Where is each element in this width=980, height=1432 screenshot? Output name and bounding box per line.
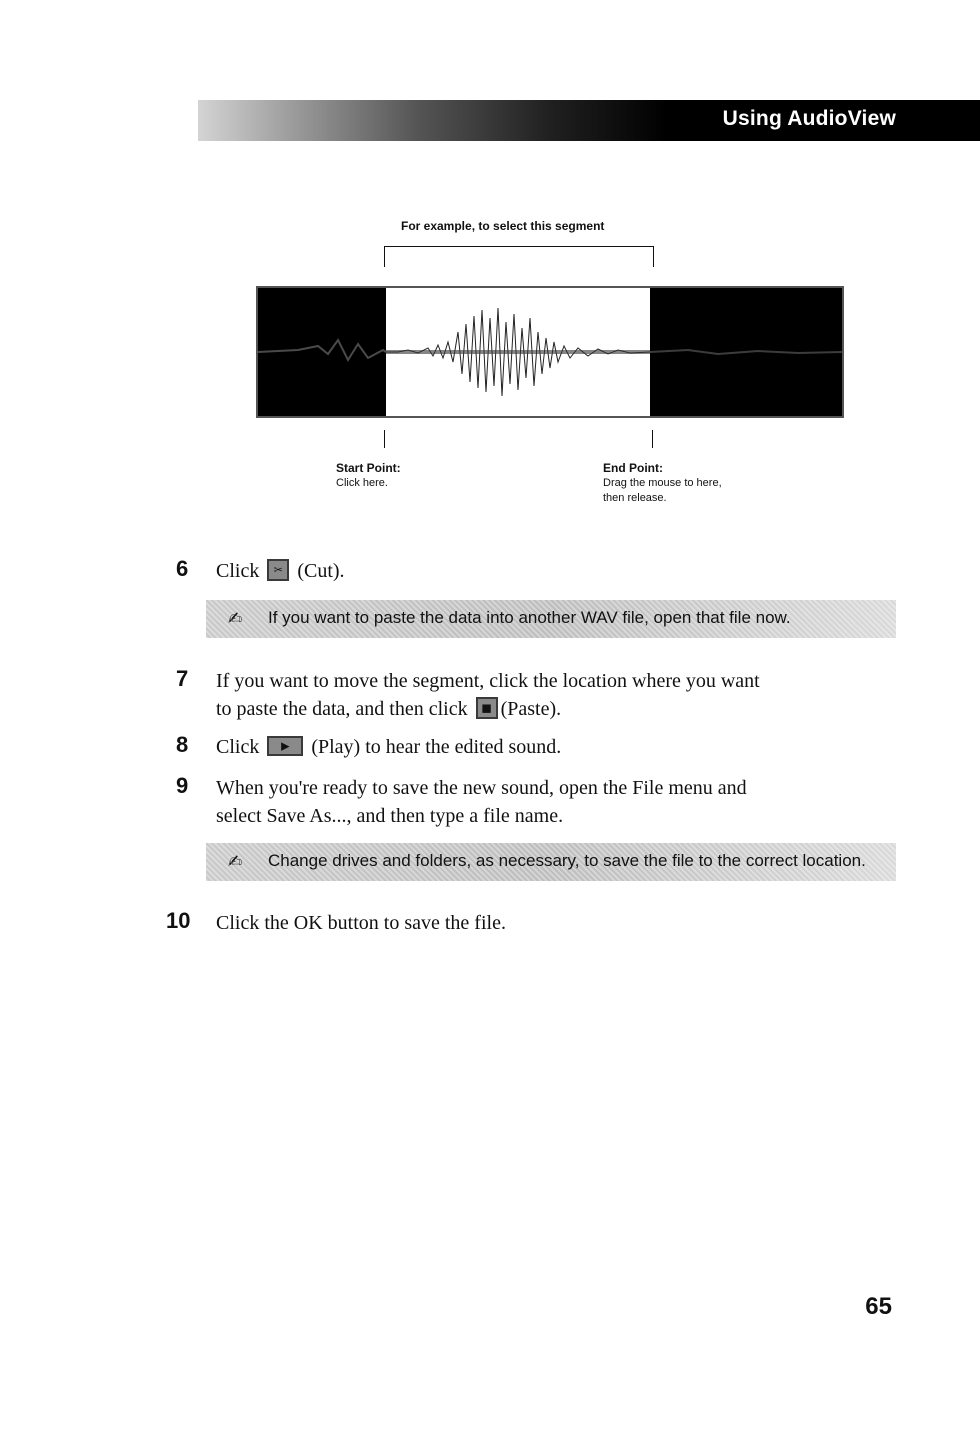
step-6-pre: Click <box>216 560 260 582</box>
step-8-pre: Click <box>216 736 260 758</box>
step-8-text <box>216 733 896 761</box>
note-2-text: Change drives and folders, as necessary, to save the file to the correct location. <box>268 851 866 870</box>
header-bar <box>198 100 980 141</box>
step-number-7: 7 <box>176 666 189 691</box>
end-point-desc-2: then release. <box>603 492 667 504</box>
note-box-2 <box>206 843 896 881</box>
cut-icon: ✂ <box>267 559 289 581</box>
note-pen-icon: ✍ <box>228 609 243 629</box>
start-marker <box>384 430 385 448</box>
step-7-line-2-post: (Paste). <box>500 698 562 720</box>
step-number-6: 6 <box>176 556 189 581</box>
step-number-9: 9 <box>176 773 189 798</box>
note-pen-icon: ✍ <box>228 852 243 872</box>
step-6-post: (Cut). <box>297 560 345 582</box>
note-1-text: If you want to paste the data into another WAV file, open that file now. <box>268 608 791 627</box>
start-point-title: Start Point: <box>336 461 401 475</box>
paste-icon: ■ <box>476 697 498 719</box>
note-box-1 <box>206 600 896 638</box>
header-title: Using AudioView <box>722 107 896 130</box>
step-9-text <box>216 774 896 830</box>
play-icon: ▶ <box>267 736 303 756</box>
end-marker <box>652 430 653 448</box>
step-number-8: 8 <box>176 732 189 757</box>
end-point-title: End Point: <box>603 461 663 475</box>
step-9-line-2: select Save As..., and then type a file name. <box>216 805 564 827</box>
step-7-line-2 <box>216 695 896 723</box>
step-7-text <box>216 667 896 723</box>
end-point-label <box>603 461 722 506</box>
step-9-line-1: When you're ready to save the new sound, open the File menu and <box>216 777 747 799</box>
step-10-text: Click the OK button to save the file. <box>216 912 506 934</box>
page-number: 65 <box>865 1293 892 1320</box>
selection-bracket <box>384 246 654 267</box>
step-7-line-2-pre: to paste the data, and then click <box>216 698 468 720</box>
waveform-display <box>256 286 844 418</box>
waveform-graphic <box>258 288 842 416</box>
step-number-10: 10 <box>166 908 191 933</box>
figure-caption: For example, to select this segment <box>401 219 605 233</box>
end-point-desc-1: Drag the mouse to here, <box>603 477 722 489</box>
start-point-label <box>336 461 401 491</box>
step-8-post: (Play) to hear the edited sound. <box>311 736 562 758</box>
start-point-desc: Click here. <box>336 477 388 489</box>
step-6-text <box>216 557 896 585</box>
step-7-line-1: If you want to move the segment, click the location where you want <box>216 670 760 692</box>
